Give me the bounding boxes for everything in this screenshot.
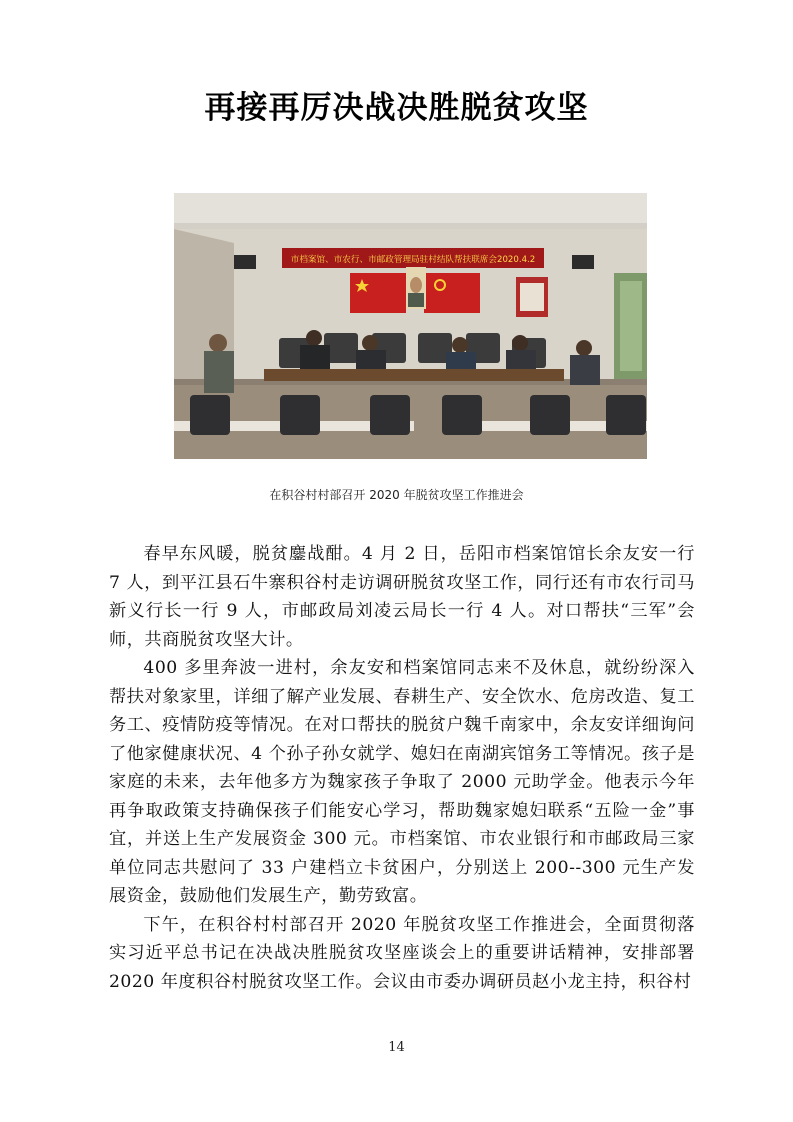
paragraph: 400 多里奔波一进村，余友安和档案馆同志来不及休息，就纷纷深入帮扶对象家里，详细了解产业发展、春耕生产、安全饮水、危房改造、复工务工、疫情防疫等情况。在对口帮扶的脱贫户魏千南家中，余友安详细询问了他家健康状况、4 个孙子孙女就学、媳妇在南湖宾馆务工等情况。孩子是家庭的未来，去年他多方为魏家孩子争取了 2000 元助学金。他表示今年再争取政策支持确保孩子们能安心学习，帮助魏家媳妇联系“五险一金”事宜，并送上生产发展资金 300 元。市档案馆、市农业银行和市邮政局三家单位同志共慰问了 33 户建档立卡贫困户，分别送上 200--300 元生产发展资金，鼓励他们发展生产，勤劳致富。	[109, 658, 695, 906]
article-body	[109, 540, 695, 996]
paragraph: 下午，在积谷村村部召开 2020 年脱贫攻坚工作推进会，全面贯彻落实习近平总书记在决战决胜脱贫攻坚座谈会上的重要讲话精神，安排部署 2020 年度积谷村脱贫攻坚工作。会议由市委办调研员赵小龙主持，积谷村	[109, 914, 695, 992]
page-number: 14	[388, 1040, 405, 1055]
article-title: 再接再厉决战决胜脱贫攻坚	[204, 90, 589, 126]
photo-banner-text: 市档案馆、市农行、市邮政管理局驻村结队帮扶联席会2020.4.2	[290, 255, 536, 265]
photo-caption: 在积谷村村部召开 2020 年脱贫攻坚工作推进会	[269, 488, 524, 502]
meeting-photo	[174, 193, 647, 459]
paragraph: 春早东风暖，脱贫鏖战酣。4 月 2 日，岳阳市档案馆馆长余友安一行 7 人，到平江县石牛寨积谷村走访调研脱贫攻坚工作，同行还有市农行司马新义行长一行 9 人，市邮政局刘凌云局长一行 4 人。对口帮扶“三军”会师，共商脱贫攻坚大计。	[109, 544, 695, 650]
